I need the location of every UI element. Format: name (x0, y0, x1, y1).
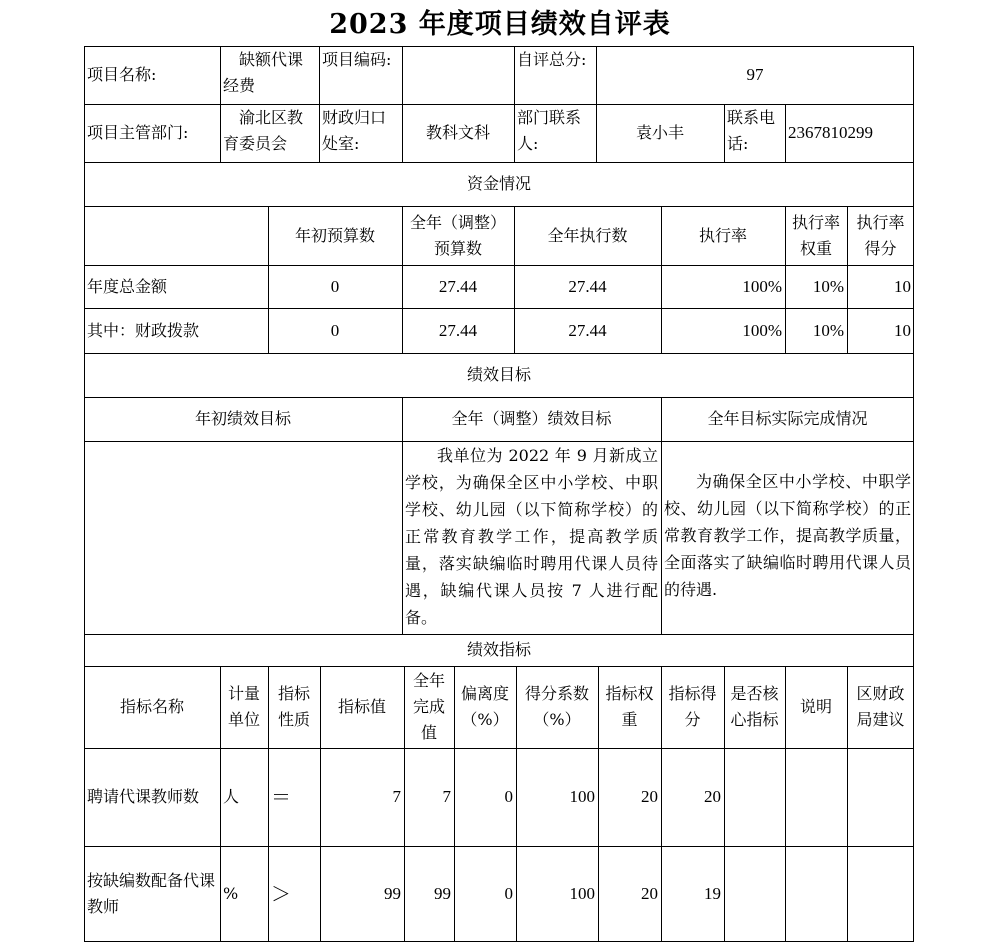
funds-cell: 27.44 (438, 276, 478, 296)
indicator-actual: 99 (434, 884, 451, 903)
indicator-coefficient: 100 (569, 884, 595, 903)
indicator-unit: 人 (223, 787, 240, 806)
indicator-core-flag (724, 748, 785, 846)
funds-cell: 10 (894, 320, 911, 340)
actual-completion-text: 为确保全区中小学校、中职学校、幼儿园（以下简称学校）的正常教育教学工作，提高教学质量，全面落实了缺编临时聘用代课人员的待遇. (664, 472, 911, 599)
indicator-header: 全年完成值 (412, 671, 445, 742)
indicator-score: 19 (704, 884, 721, 903)
funds-cell: 10 (894, 276, 911, 296)
dept-value: 渝北区教育委员会 (223, 108, 304, 153)
funds-header (84, 206, 268, 265)
funds-cell: 100% (742, 276, 782, 296)
indicator-name: 按缺编数配备代课教师 (87, 871, 216, 916)
indicator-score: 20 (704, 787, 721, 806)
project-code-value (402, 46, 514, 104)
adjusted-goal-text: 我单位为 2022 年 9 月新成立学校，为确保全区中小学校、中职学校、幼儿园（以下简称学校）的正常教育教学工作，提高教学质量，落实缺编临时聘用代课人员待遇，缺编代课人员按 7 人进行配备。 (405, 446, 658, 627)
funds-section-title: 资金情况 (466, 174, 531, 193)
indicator-actual: 7 (442, 787, 451, 806)
finance-office-value: 教科文科 (425, 123, 490, 142)
initial-goal-text (84, 441, 402, 634)
goals-header: 全年目标实际完成情况 (707, 409, 868, 428)
indicator-header: 区财政局建议 (856, 684, 905, 729)
indicator-header: 指标值 (337, 697, 386, 716)
indicator-header: 偏离度（%） (460, 684, 509, 729)
indicator-weight: 20 (641, 787, 658, 806)
indicator-deviation: 0 (504, 787, 513, 806)
self-score-label: 自评总分: (517, 50, 587, 69)
project-code-label: 项目编码: (322, 50, 392, 69)
funds-header: 全年（调整）预算数 (409, 212, 506, 258)
contact-label: 部门联系人: (517, 108, 582, 153)
indicator-weight: 20 (641, 884, 658, 903)
funds-cell: 0 (330, 276, 340, 296)
indicator-header: 指标名称 (119, 697, 184, 716)
dept-label: 项目主管部门: (87, 123, 189, 142)
funds-row-label: 其中：财政拨款 (87, 320, 200, 340)
funds-row-label: 年度总金额 (87, 276, 168, 296)
indicator-header: 是否核心指标 (730, 684, 779, 729)
self-score-value: 97 (746, 65, 764, 84)
goals-section-title: 绩效目标 (466, 365, 531, 384)
project-name-label: 项目名称: (87, 65, 157, 84)
indicator-finance-advice (847, 748, 914, 846)
indicator-name: 聘请代课教师数 (87, 787, 200, 806)
goals-header: 全年（调整）绩效目标 (451, 409, 612, 428)
funds-cell: 100% (742, 320, 782, 340)
funds-cell: 10% (812, 276, 844, 296)
evaluation-table (84, 46, 914, 942)
funds-header: 年初预算数 (294, 225, 375, 245)
indicator-unit: % (223, 884, 239, 903)
indicator-finance-advice (847, 846, 914, 942)
funds-header: 执行率权重 (791, 212, 840, 258)
indicators-section-title: 绩效指标 (466, 640, 531, 659)
indicator-deviation: 0 (504, 884, 513, 903)
funds-cell: 27.44 (568, 320, 607, 340)
indicator-header: 计量单位 (227, 684, 260, 729)
indicator-core-flag (724, 846, 785, 942)
funds-header: 执行率得分 (856, 212, 905, 258)
indicator-header: 得分系数（%） (524, 684, 589, 729)
finance-office-label: 财政归口处室: (322, 108, 387, 153)
indicator-target: 99 (384, 884, 401, 903)
goals-header: 年初绩效目标 (194, 409, 291, 428)
page-title: 2023 年度项目绩效自评表 (329, 9, 671, 40)
indicator-coefficient: 100 (569, 787, 595, 806)
funds-cell: 0 (330, 320, 340, 340)
funds-cell: 27.44 (568, 276, 607, 296)
indicator-note (785, 748, 847, 846)
indicator-target: 7 (392, 787, 401, 806)
funds-header: 全年执行数 (547, 225, 628, 245)
funds-cell: 27.44 (438, 320, 478, 340)
indicator-nature: ＞ (271, 882, 291, 906)
funds-cell: 10% (812, 320, 844, 340)
phone-value: 2367810299 (788, 123, 873, 142)
contact-value: 袁小丰 (635, 123, 684, 142)
project-name-value: 缺额代课经费 (223, 50, 304, 95)
indicator-note (785, 846, 847, 942)
phone-label: 联系电话: (727, 108, 776, 153)
indicator-header: 说明 (799, 697, 832, 716)
indicator-header: 指标权重 (605, 684, 654, 729)
indicator-nature: ＝ (271, 785, 291, 809)
funds-header: 执行率 (698, 225, 747, 245)
indicator-header: 指标得分 (668, 684, 717, 729)
indicator-header: 指标性质 (277, 684, 310, 729)
